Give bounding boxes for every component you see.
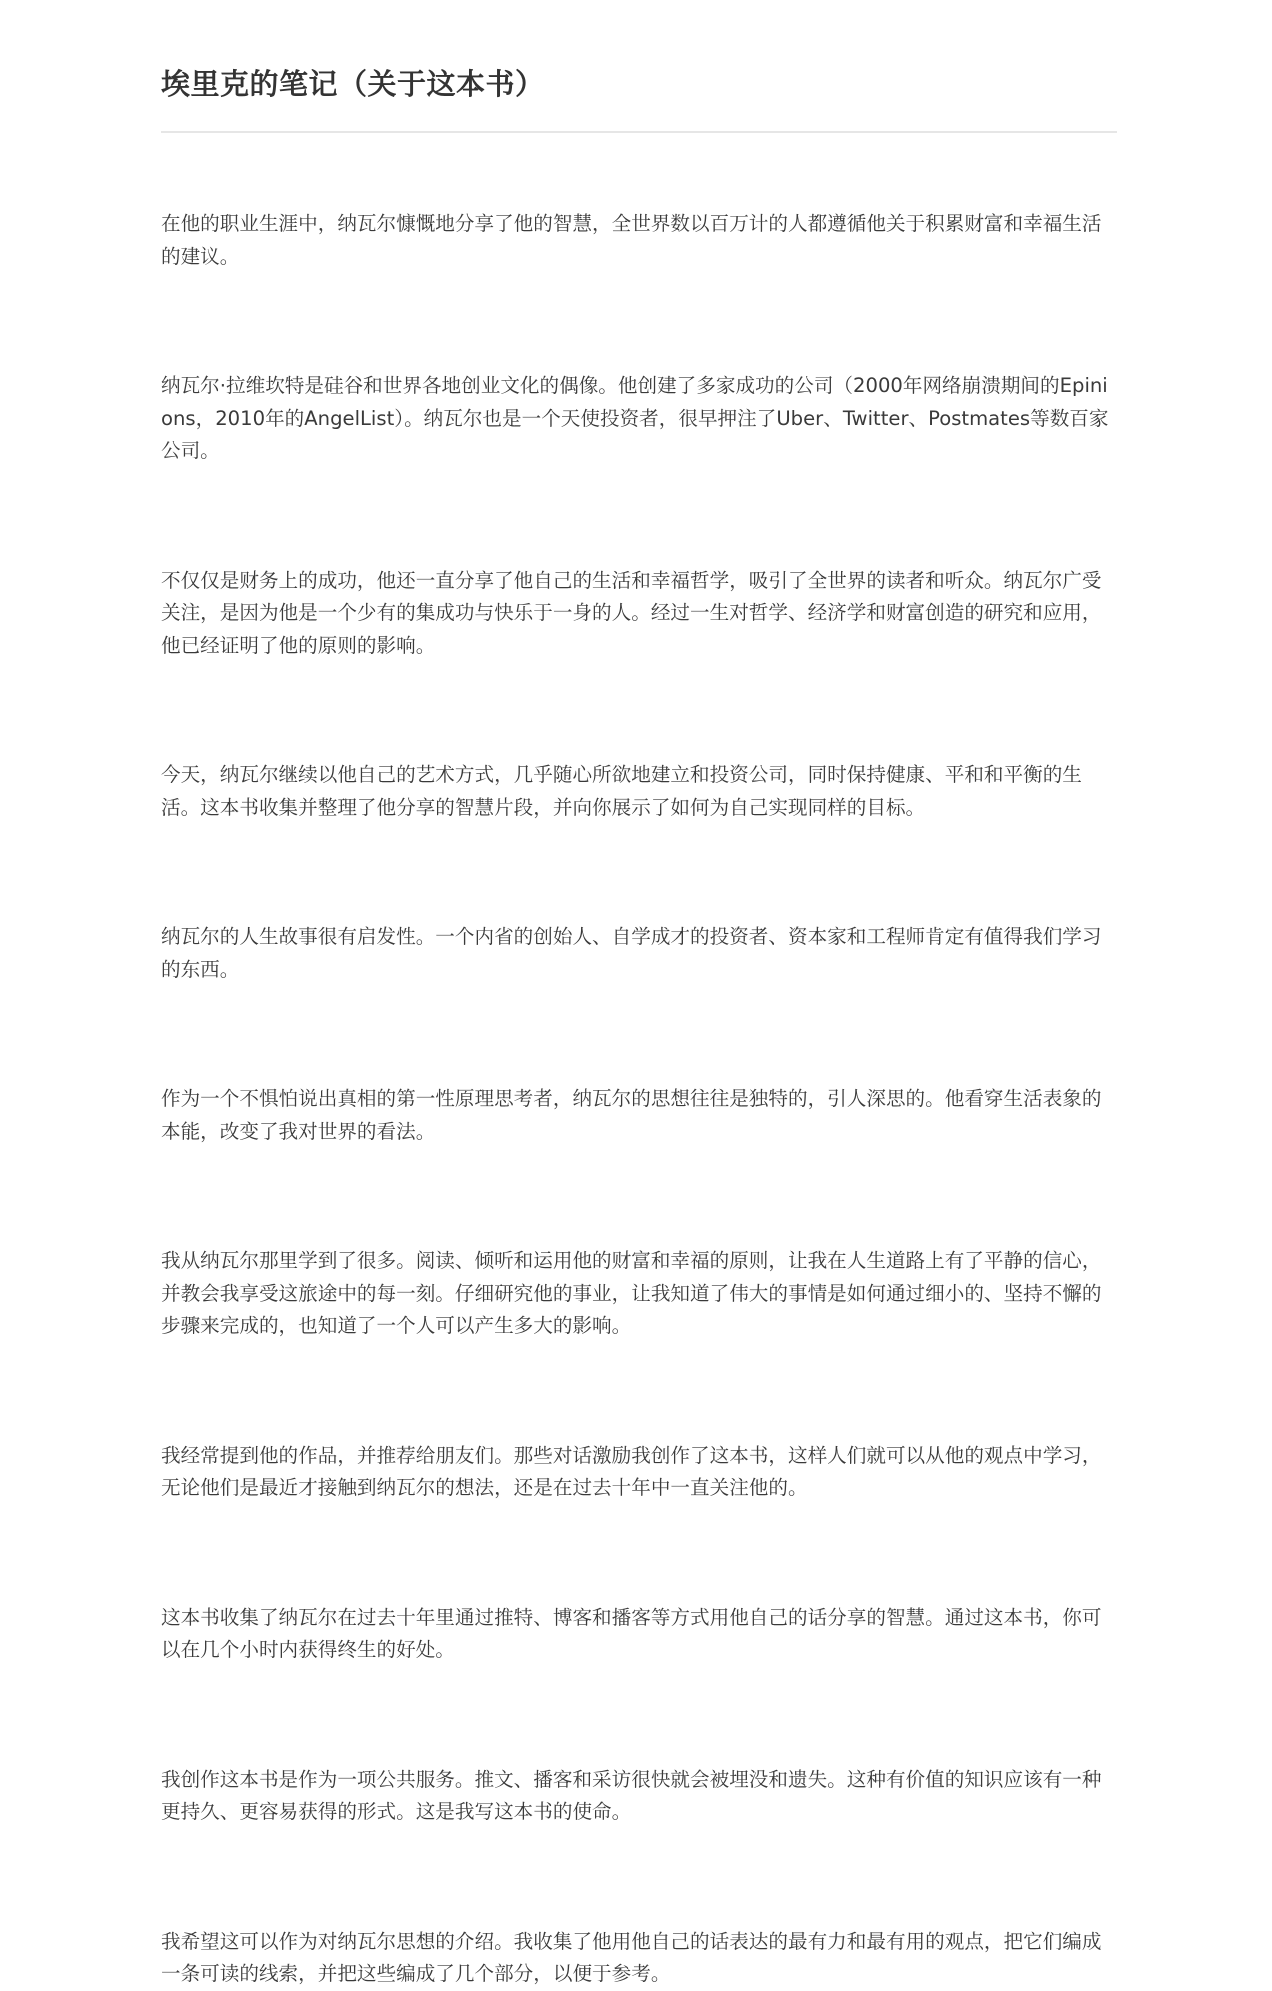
paragraph: 纳瓦尔的人生故事很有启发性。一个内省的创始人、自学成才的投资者、资本家和工程师肯定有值得我们学习的东西。	[161, 925, 1102, 981]
paragraph: 我创作这本书是作为一项公共服务。推文、播客和采访很快就会被埋没和遗失。这种有价值的知识应该有一种更持久、更容易获得的形式。这是我写这本书的使命。	[161, 1767, 1102, 1823]
document-body	[161, 208, 1117, 1991]
paragraph: 我希望这可以作为对纳瓦尔思想的介绍。我收集了他用他自己的话表达的最有力和最有用的观点，把它们编成一条可读的线索，并把这些编成了几个部分，以便于参考。	[161, 1929, 1102, 1985]
paragraph: 不仅仅是财务上的成功，他还一直分享了他自己的生活和幸福哲学，吸引了全世界的读者和听众。纳瓦尔广受关注，是因为他是一个少有的集成功与快乐于一身的人。经过一生对哲学、经济学和财富创造的研究和应用，他已经证明了他的原则的影响。	[161, 568, 1102, 657]
page-title: 埃里克的笔记（关于这本书）	[161, 67, 545, 101]
title-divider	[161, 131, 1117, 133]
paragraph: 我经常提到他的作品，并推荐给朋友们。那些对话激励我创作了这本书，这样人们就可以从他的观点中学习，无论他们是最近才接触到纳瓦尔的想法，还是在过去十年中一直关注他的。	[161, 1443, 1102, 1499]
paragraph: 今天，纳瓦尔继续以他自己的艺术方式，几乎随心所欲地建立和投资公司，同时保持健康、平和和平衡的生活。这本书收集并整理了他分享的智慧片段，并向你展示了如何为自己实现同样的目标。	[161, 763, 1082, 819]
page-header	[161, 62, 1117, 106]
paragraph: 纳瓦尔·拉维坎特是硅谷和世界各地创业文化的偶像。他创建了多家成功的公司（2000年网络崩溃期间的Epinions，2010年的AngelList）。纳瓦尔也是一个天使投资者，很早押注了Uber、Twitter、Postmates等数百家公司。	[161, 374, 1109, 462]
paragraph: 作为一个不惧怕说出真相的第一性原理思考者，纳瓦尔的思想往往是独特的，引人深思的。他看穿生活表象的本能，改变了我对世界的看法。	[161, 1087, 1102, 1143]
paragraph: 我从纳瓦尔那里学到了很多。阅读、倾听和运用他的财富和幸福的原则，让我在人生道路上有了平静的信心，并教会我享受这旅途中的每一刻。仔细研究他的事业，让我知道了伟大的事情是如何通过细小的、坚持不懈的步骤来完成的，也知道了一个人可以产生多大的影响。	[161, 1249, 1102, 1337]
paragraph: 这本书收集了纳瓦尔在过去十年里通过推特、博客和播客等方式用他自己的话分享的智慧。通过这本书，你可以在几个小时内获得终生的好处。	[161, 1605, 1102, 1661]
paragraph: 在他的职业生涯中，纳瓦尔慷慨地分享了他的智慧，全世界数以百万计的人都遵循他关于积累财富和幸福生活的建议。	[161, 212, 1102, 268]
